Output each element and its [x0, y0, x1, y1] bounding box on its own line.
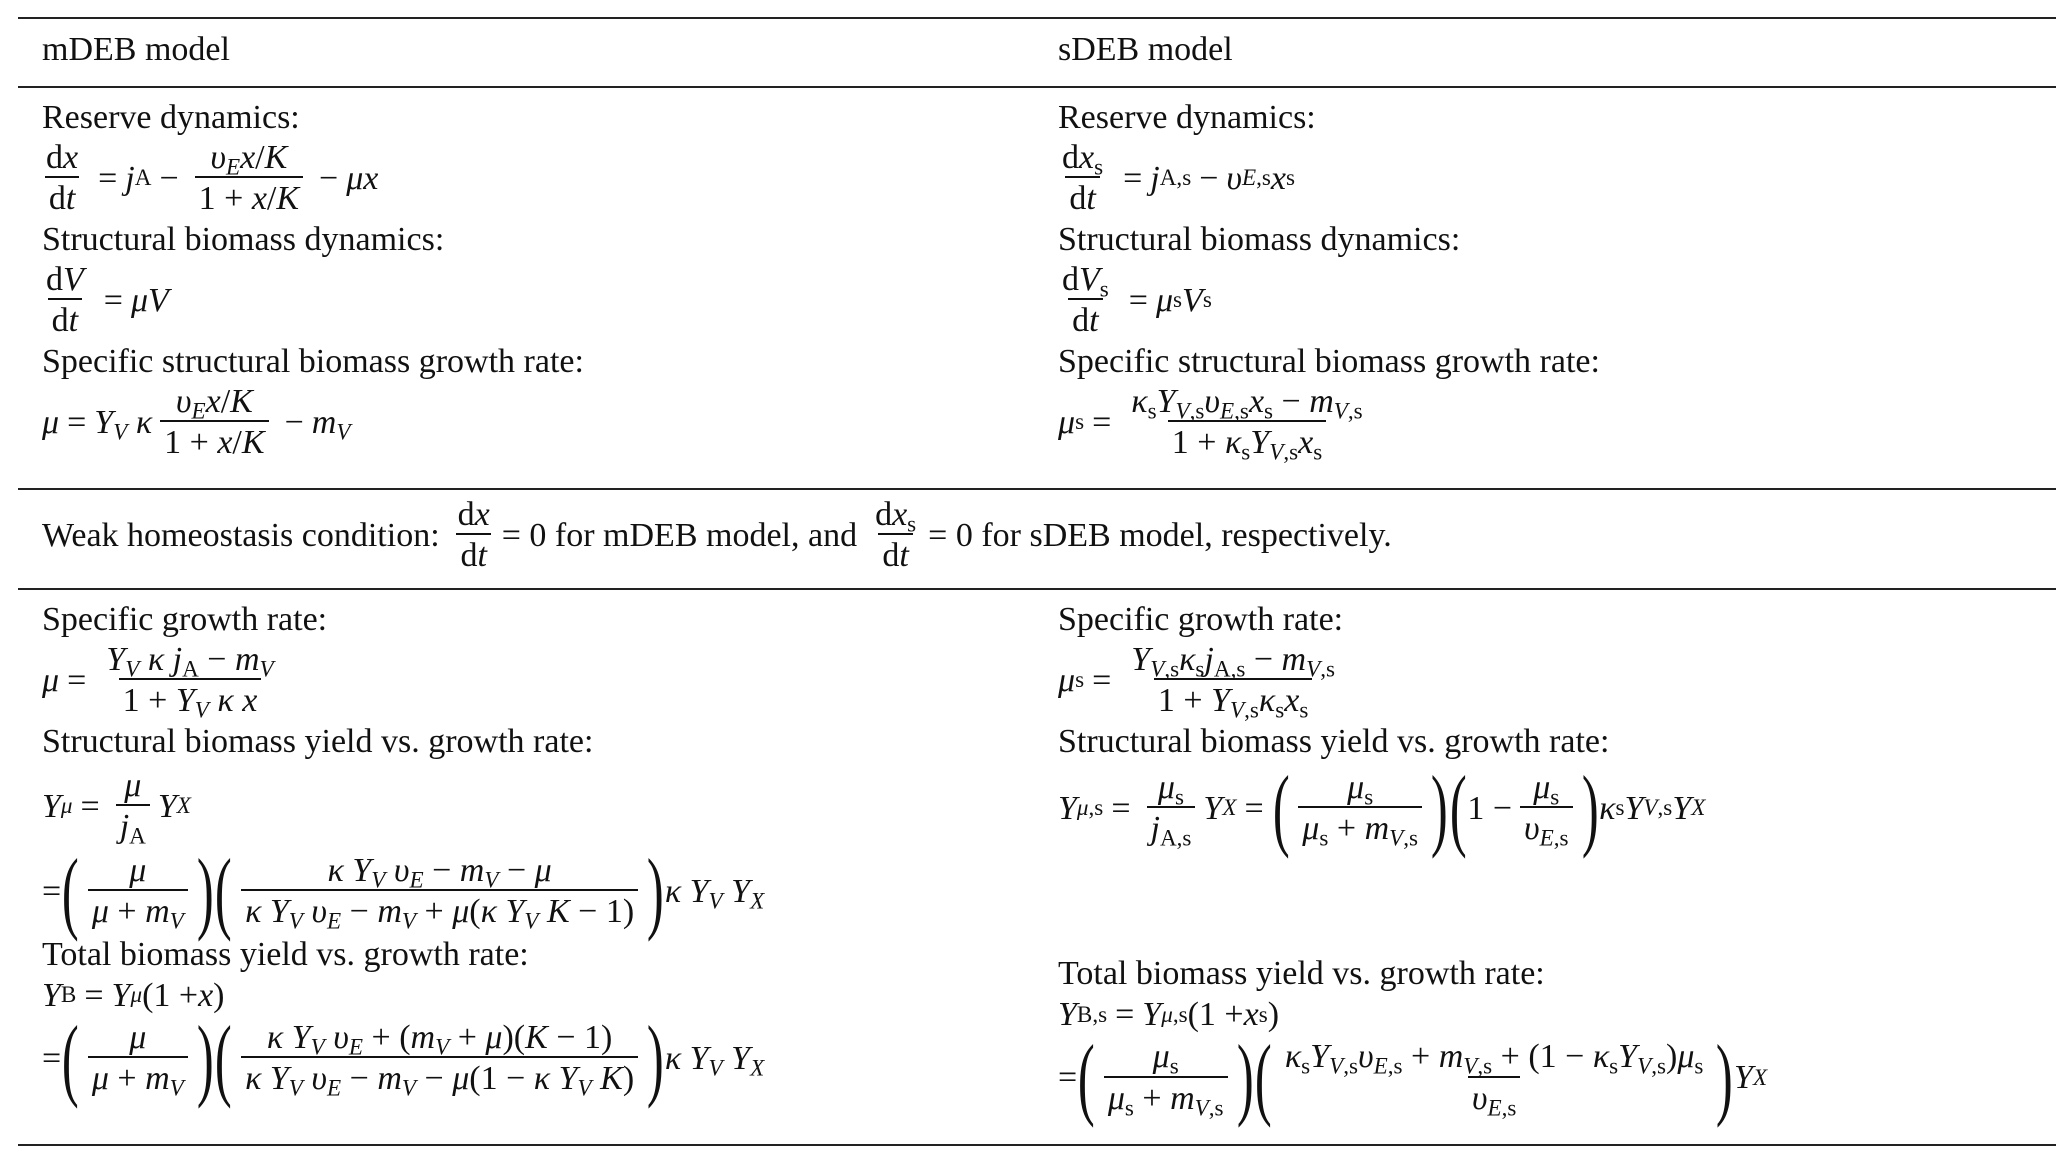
structural-yield-label-s: Structural biomass yield vs. growth rate: — [1058, 722, 1610, 760]
specific-growth-label-s: Specific growth rate: — [1058, 601, 1344, 638]
sdeb-dynamics-block — [1058, 98, 1600, 464]
weak-homeostasis-condition: Weak homeostasis condition: $\frac{dx}{dt}$ = 0 for mDEB model, and $\frac{dx_s}{dt}$ = 0 for sDEB model, respectively. — [42, 496, 1392, 575]
sdeb-specific-growth-equation: μ s = $\frac{Y_{V,s}\kappa_sj_{A,s} - m_{V,s}}{1 + Y_{V,s}\kappa_sx_s}$ — [1058, 641, 1335, 724]
structural-dynamics-label-s: Structural biomass dynamics: — [1058, 220, 1461, 258]
specific-structural-growth-label: Specific structural biomass growth rate: — [42, 342, 584, 380]
mdeb-specific-structural-equation: μ = $Y_V$ κ $\frac{\upsilon_Ex/K}{1 + x/K}$ − $m_V$ — [42, 382, 351, 462]
sdeb-growth-block — [1058, 600, 1706, 859]
total-yield-label-s: Total biomass yield vs. growth rate: — [1058, 955, 1545, 992]
sdeb-total-yield-equation-2: = ( $\frac{\mu_s}{\mu_s + m_{V,s}}$ ) ( $\frac{\kappa_sY_{V,s}\upsilon_{E,s} + m_{V,s} + (1 - \kappa_sY_{V,s})\mu_s}{\upsilon_{E,s}}$ ) Y X — [1058, 1026, 1768, 1129]
bottom-rule — [18, 1144, 2056, 1146]
mdeb-total-yield-equation-2: = ( $\frac{\mu}{\mu + m_V}$ ) ( $\frac{\kappa Y_V \upsilon_E + (m_V + \mu)(K - 1)}{\kappa Y_V \upsilon_E - m_V - \mu(1 - \kappa Y_V K)}$ ) κ $Y_V$ $Y_X$ — [42, 1006, 765, 1109]
structural-dynamics-label: Structural biomass dynamics: — [42, 220, 445, 258]
mid-rule-1 — [18, 488, 2056, 490]
structural-yield-label: Structural biomass yield vs. growth rate: — [42, 722, 594, 760]
reserve-dynamics-label: Reserve dynamics: — [42, 99, 300, 136]
mdeb-structural-equation: $\frac{dV}{dt}$ = μV — [46, 260, 169, 340]
top-rule — [18, 17, 2056, 19]
condition-middle: = 0 for mDEB model, and — [501, 516, 858, 554]
header-mdeb: mDEB model — [42, 31, 230, 68]
mdeb-structural-yield-equation-1: Y μ = $\frac{\mu}{j_A}$ Y X — [42, 766, 191, 850]
sdeb-specific-structural-equation: μ s = $\frac{\kappa_sY_{V,s}\upsilon_{E,s}x_s - m_{V,s}}{1 + \kappa_sY_{V,s}x_s}$ — [1058, 382, 1363, 466]
sdeb-reserve-equation: $\frac{dx_s}{dt}$ = j A,s − υ E,s x s — [1062, 139, 1295, 218]
specific-structural-growth-label-s: Specific structural biomass growth rate: — [1058, 342, 1600, 380]
specific-growth-label: Specific growth rate: — [42, 601, 328, 638]
sdeb-structural-equation: $\frac{dV_s}{dt}$ = μ s V s — [1062, 260, 1212, 340]
mdeb-dynamics-block — [42, 98, 584, 464]
mdeb-growth-block — [42, 600, 765, 1109]
mdeb-structural-yield-equation-2: = ( $\frac{\mu}{\mu + m_V}$ ) ( $\frac{\kappa Y_V \upsilon_E - m_V - \mu}{\kappa Y_V \upsilon_E - m_V + \mu(\kappa Y_V K - 1)}$ ) κ $Y_V$ $Y_X$ — [42, 839, 765, 942]
mdeb-total-yield-equation-1: Y B = Y μ (1 + x ) — [42, 976, 225, 1014]
header-rule — [18, 86, 2056, 88]
sdeb-structural-yield-equation: Y μ,s = $\frac{\mu_s}{j_{A,s}}$ Y X = ( $\frac{\mu_s}{\mu_s + m_{V,s}}$ ) ( 1 − $\frac{\mu_s}{\upsilon_{E,s}}$ ) κ s Y V,s Y X — [1058, 756, 1706, 859]
condition-prefix: Weak homeostasis condition: — [42, 516, 440, 554]
condition-suffix: = 0 for sDEB model, respectively. — [928, 516, 1392, 554]
mid-rule-2 — [18, 588, 2056, 590]
sdeb-total-yield-block — [1058, 954, 1768, 1129]
reserve-dynamics-label-s: Reserve dynamics: — [1058, 99, 1316, 136]
mdeb-reserve-equation: $\frac{dx}{dt}$ = j A − $\frac{\upsilon_Ex/K}{1 + x/K}$ − μx — [46, 139, 379, 218]
header-sdeb: sDEB model — [1058, 31, 1233, 68]
mdeb-specific-growth-equation: μ = $\frac{Y_V \kappa j_A - m_V}{1 + Y_V \kappa x}$ — [42, 641, 274, 724]
total-yield-label: Total biomass yield vs. growth rate: — [42, 935, 529, 973]
sdeb-total-yield-equation-1: Y B,s = Y μ,s (1 + x s ) — [1058, 996, 1280, 1034]
